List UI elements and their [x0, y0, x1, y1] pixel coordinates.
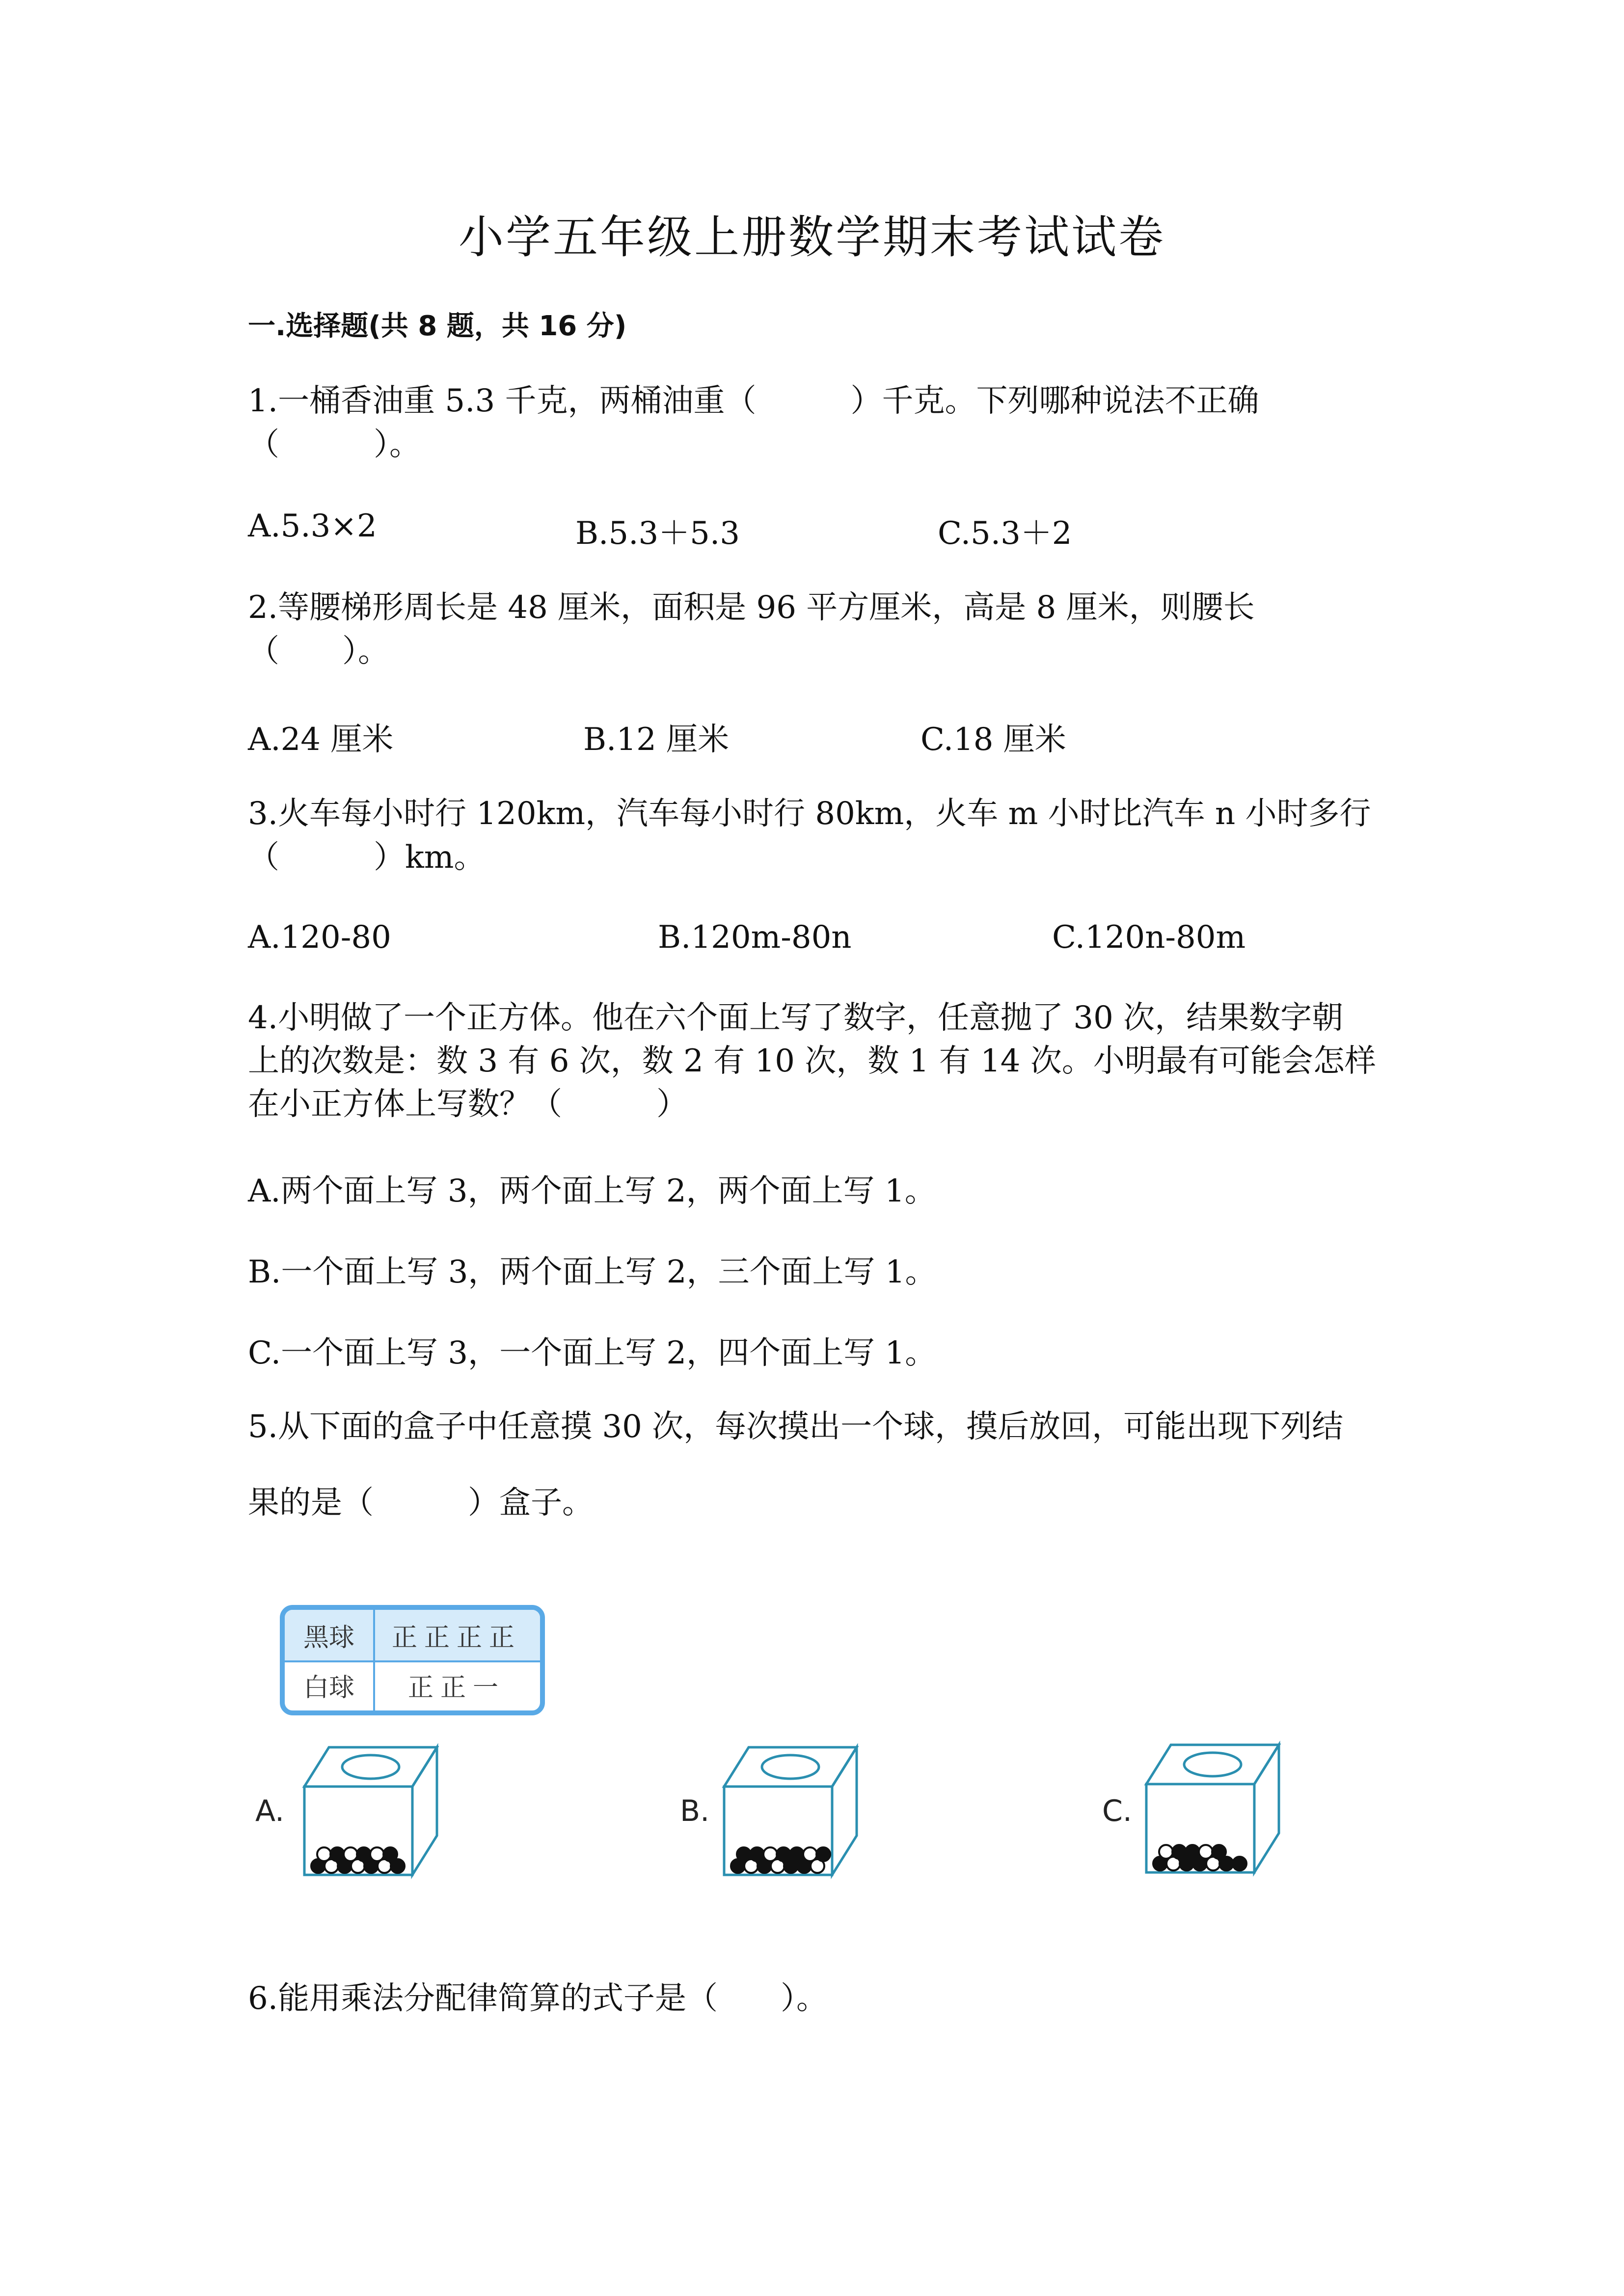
q4-option-a: A.两个面上写 3，两个面上写 2，两个面上写 1。	[248, 1173, 936, 1209]
q3-option-c: C.120n-80m	[1052, 919, 1246, 956]
question-1-line2: （ ）。	[248, 427, 421, 463]
q2-option-c: C.18 厘米	[920, 721, 1066, 758]
q2-option-b: B.12 厘米	[583, 721, 730, 758]
box-b-label: B.	[680, 1794, 710, 1828]
question-6-line1: 6.能用乘法分配律简算的式子是（ ）。	[248, 1980, 828, 2017]
white-ball	[1159, 1845, 1173, 1859]
q4-option-c: C.一个面上写 3，一个面上写 2，四个面上写 1。	[248, 1335, 937, 1371]
black-ball	[383, 1847, 397, 1861]
tally-divider	[373, 1610, 375, 1710]
black-ball	[1186, 1845, 1199, 1859]
box-a-illustration	[299, 1737, 447, 1880]
box-a-balls	[311, 1847, 405, 1873]
black-ball	[330, 1847, 344, 1861]
white-ball	[1199, 1845, 1213, 1859]
question-4-line2: 上的次数是：数 3 有 6 次，数 2 有 10 次，数 1 有 14 次。小明最有可能会怎样	[248, 1043, 1376, 1079]
black-ball	[750, 1847, 764, 1861]
question-2-line2: （ ）。	[248, 633, 389, 669]
black-ball	[357, 1847, 371, 1861]
tally-marks-white: 正正一	[407, 1673, 505, 1703]
black-ball	[1172, 1845, 1186, 1859]
white-ball	[370, 1847, 384, 1861]
box-b-illustration	[719, 1737, 866, 1880]
white-ball	[763, 1847, 777, 1861]
box-b-balls	[731, 1847, 830, 1873]
tally-marks-black: 正正正正	[391, 1623, 521, 1653]
black-ball	[1212, 1845, 1226, 1859]
section-heading: 一.选择题(共 8 题，共 16 分)	[248, 310, 627, 342]
tally-label-white: 白球	[303, 1673, 354, 1703]
tally-row-black	[285, 1610, 540, 1662]
q4-option-b: B.一个面上写 3，两个面上写 2，三个面上写 1。	[248, 1254, 937, 1290]
tally-table	[280, 1605, 545, 1715]
black-ball	[737, 1847, 751, 1861]
tally-label-black: 黑球	[303, 1623, 354, 1653]
white-ball	[317, 1847, 331, 1861]
page-title: 小学五年级上册数学期末考试试卷	[458, 211, 1165, 264]
box-c-balls	[1153, 1845, 1246, 1870]
question-5-line2: 果的是（ ）盒子。	[248, 1485, 594, 1521]
q1-option-c: C.5.3＋2	[938, 515, 1072, 552]
black-ball	[1233, 1857, 1246, 1870]
box-c-label: C.	[1102, 1794, 1132, 1828]
q1-option-a: A.5.3×2	[248, 508, 377, 544]
q2-option-a: A.24 厘米	[248, 721, 394, 758]
black-ball	[790, 1847, 804, 1861]
question-2-line1: 2.等腰梯形周长是 48 厘米，面积是 96 平方厘米，高是 8 厘米，则腰长	[248, 589, 1255, 626]
box-a-label: A.	[255, 1794, 285, 1828]
white-ball	[344, 1847, 357, 1861]
box-c-illustration	[1141, 1735, 1289, 1877]
q3-option-b: B.120m-80n	[658, 919, 852, 956]
question-5-line1: 5.从下面的盒子中任意摸 30 次，每次摸出一个球，摸后放回，可能出现下列结	[248, 1409, 1344, 1445]
question-4-line3: 在小正方体上写数？（ ）	[248, 1086, 688, 1122]
black-ball	[777, 1847, 790, 1861]
question-1-line1: 1.一桶香油重 5.3 千克，两桶油重（ ）千克。下列哪种说法不正确	[248, 383, 1259, 419]
question-3-line1: 3.火车每小时行 120km，汽车每小时行 80km，火车 m 小时比汽车 n 小时多行	[248, 796, 1371, 832]
white-ball	[803, 1847, 817, 1861]
question-4-line1: 4.小明做了一个正方体。他在六个面上写了数字，任意抛了 30 次，结果数字朝	[248, 1000, 1344, 1036]
q3-option-a: A.120-80	[248, 919, 391, 956]
question-3-line2: （ ）km。	[248, 839, 486, 876]
tally-row-white	[285, 1660, 540, 1711]
q1-option-b: B.5.3＋5.3	[575, 515, 740, 552]
black-ball	[816, 1847, 830, 1861]
